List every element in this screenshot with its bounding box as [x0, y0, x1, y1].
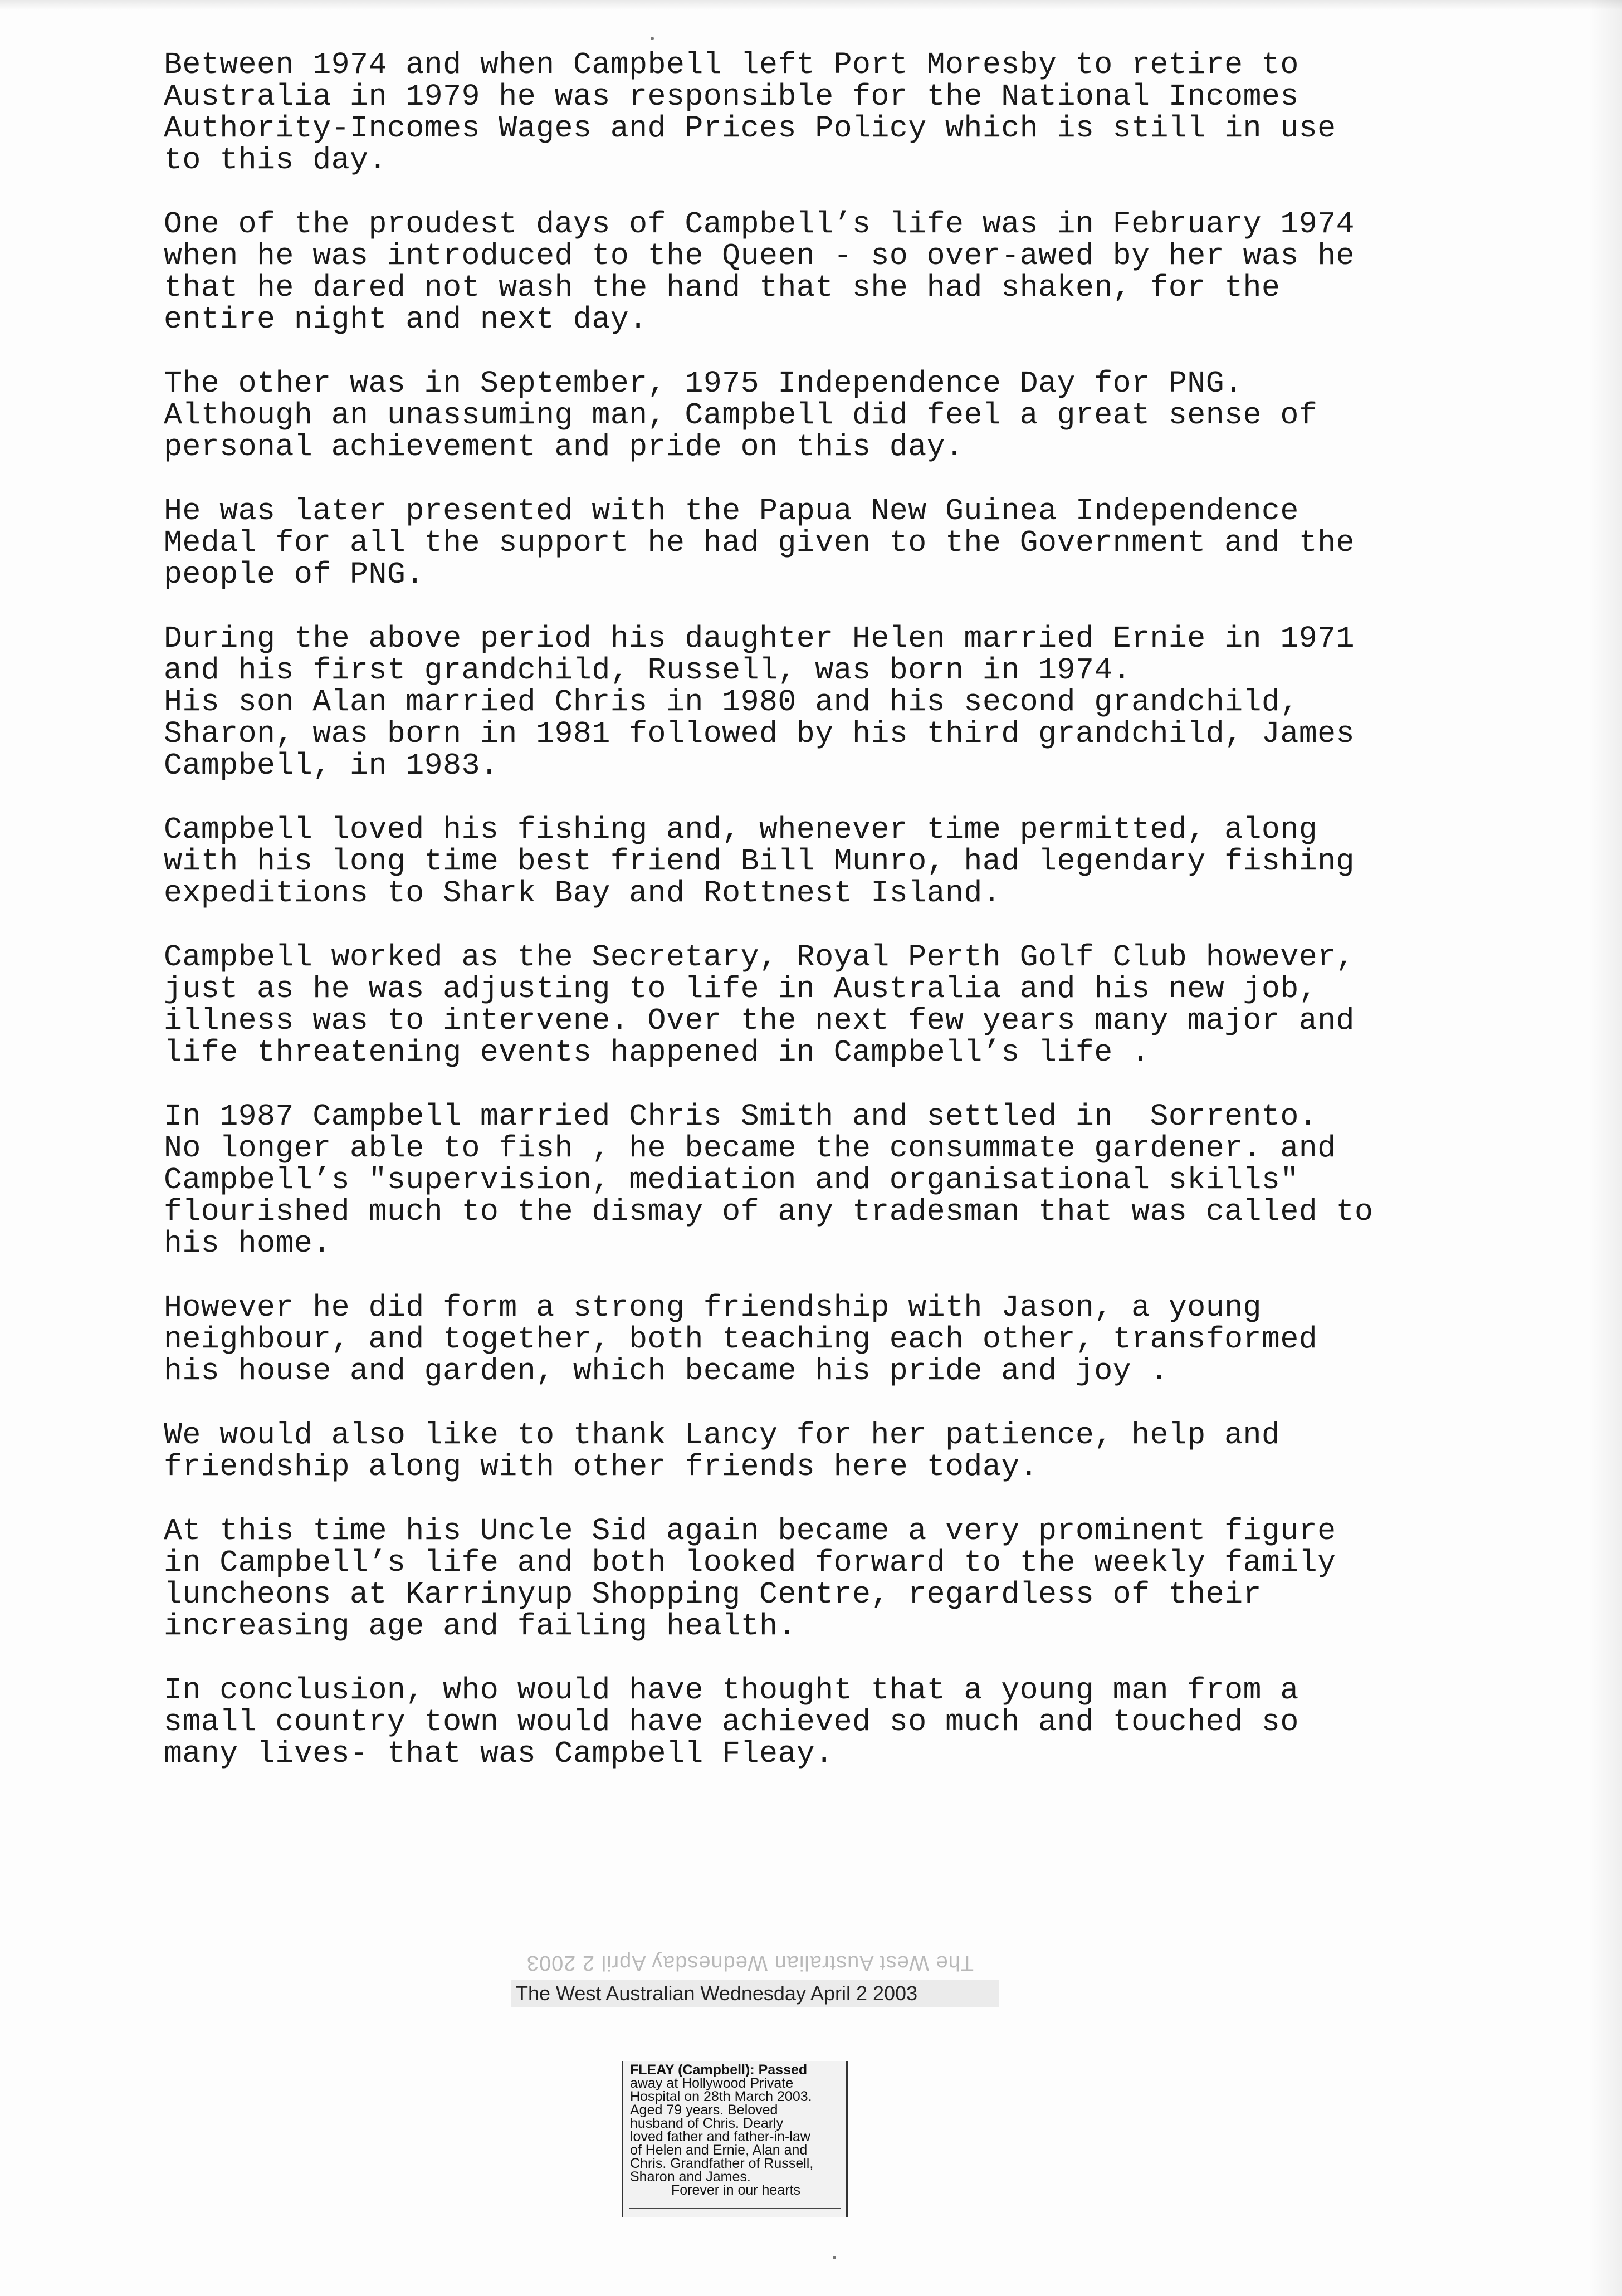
text-line: with his long time best friend Bill Munro, had legendary fishing	[164, 844, 1355, 879]
text-line: At this time his Uncle Sid again became a very prominent figure	[164, 1513, 1336, 1548]
text-line: entire night and next day.	[164, 302, 648, 337]
text-line: to this day.	[164, 143, 387, 178]
notice-line: FLEAY (Campbell): Passed	[630, 2062, 808, 2078]
text-line: small country town would have achieved so much and touched so	[164, 1704, 1299, 1740]
paragraph	[164, 1292, 1501, 1387]
eulogy-body	[164, 49, 1501, 1802]
text-line: In conclusion, who would have thought that a young man from a	[164, 1673, 1299, 1708]
paragraph	[164, 814, 1501, 909]
text-line: In 1987 Campbell married Chris Smith and settled in Sorrento.	[164, 1099, 1318, 1134]
notice-line: Chris. Grandfather of Russell,	[630, 2156, 814, 2171]
text-line: He was later presented with the Papua New Guinea Independence	[164, 494, 1299, 529]
notice-line: Aged 79 years. Beloved	[630, 2102, 778, 2118]
paragraph	[164, 1674, 1501, 1770]
text-line: when he was introduced to the Queen - so over-awed by her was he	[164, 238, 1355, 273]
text-line: The other was in September, 1975 Independence Day for PNG.	[164, 366, 1243, 401]
text-line: his house and garden, which became his pride and joy .	[164, 1354, 1169, 1389]
text-line: One of the proudest days of Campbell’s life was in February 1974	[164, 207, 1355, 242]
text-line: Although an unassuming man, Campbell did feel a great sense of	[164, 398, 1318, 433]
notice-line: loved father and father-in-law	[630, 2129, 810, 2144]
text-line: people of PNG.	[164, 557, 424, 592]
paragraph	[164, 941, 1501, 1068]
text-line: Australia in 1979 he was responsible for the National Incomes	[164, 79, 1299, 114]
text-line: His son Alan married Chris in 1980 and his second grandchild,	[164, 685, 1299, 720]
notice-footer: Forever in our hearts	[671, 2182, 801, 2198]
text-line: During the above period his daughter Helen married Ernie in 1971	[164, 621, 1355, 656]
paragraph	[164, 368, 1501, 463]
paragraph	[164, 1419, 1501, 1483]
text-line: his home.	[164, 1226, 331, 1261]
text-line: Authority-Incomes Wages and Prices Policy which is still in use	[164, 111, 1336, 146]
text-line: Campbell worked as the Secretary, Royal Perth Golf Club however,	[164, 940, 1355, 975]
text-line: and his first grandchild, Russell, was born in 1974.	[164, 653, 1132, 688]
notice-line: of Helen and Ernie, Alan and	[630, 2142, 808, 2158]
text-line: We would also like to thank Lancy for her patience, help and	[164, 1418, 1281, 1453]
text-line: illness was to intervene. Over the next few years many major and	[164, 1003, 1355, 1038]
text-line: flourished much to the dismay of any tradesman that was called to	[164, 1194, 1374, 1229]
paragraph	[164, 208, 1501, 335]
scan-speck	[651, 37, 654, 40]
text-line: Sharon, was born in 1981 followed by his third grandchild, James	[164, 716, 1355, 751]
text-line: just as he was adjusting to life in Australia and his new job,	[164, 971, 1318, 1007]
notice-line: Sharon and James.	[630, 2169, 751, 2185]
text-line: However he did form a strong friendship with Jason, a young	[164, 1290, 1262, 1325]
scan-edge-shadow	[1589, 0, 1622, 2296]
text-line: neighbour, and together, both teaching each other, transformed	[164, 1322, 1318, 1357]
paragraph	[164, 49, 1501, 176]
text-line: Campbell loved his fishing and, whenever time permitted, along	[164, 812, 1318, 847]
death-notice-text	[630, 2063, 842, 2197]
paragraph	[164, 495, 1501, 590]
text-line: luncheons at Karrinyup Shopping Centre, regardless of their	[164, 1577, 1262, 1612]
clipping-rule	[629, 2208, 841, 2209]
text-line: in Campbell’s life and both looked forward to the weekly family	[164, 1545, 1336, 1580]
text-line: Campbell, in 1983.	[164, 748, 499, 783]
text-line: life threatening events happened in Campbell’s life .	[164, 1035, 1150, 1070]
text-line: increasing age and failing health.	[164, 1609, 797, 1644]
text-line: personal achievement and pride on this day.	[164, 429, 964, 465]
text-line: expeditions to Shark Bay and Rottnest Island.	[164, 876, 1001, 911]
scan-speck	[833, 2256, 836, 2259]
text-line: Between 1974 and when Campbell left Port Moresby to retire to	[164, 47, 1299, 82]
text-line: many lives- that was Campbell Fleay.	[164, 1736, 834, 1771]
text-line: that he dared not wash the hand that she had shaken, for the	[164, 270, 1281, 305]
scan-top-shadow	[0, 0, 1622, 10]
text-line: Campbell’s "supervision, mediation and organisational skills"	[164, 1162, 1299, 1198]
text-line: No longer able to fish , he became the consummate gardener. and	[164, 1131, 1336, 1166]
text-line: Medal for all the support he had given to the Government and the	[164, 525, 1355, 560]
notice-line: Hospital on 28th March 2003.	[630, 2089, 812, 2104]
notice-line: husband of Chris. Dearly	[630, 2116, 784, 2131]
bleed-through-text: The West Australian Wednesday April 2 2003	[526, 1951, 974, 1975]
newspaper-header: The West Australian Wednesday April 2 2003	[511, 1980, 999, 2007]
paragraph	[164, 1101, 1501, 1259]
notice-line: away at Hollywood Private	[630, 2075, 794, 2091]
paragraph	[164, 1515, 1501, 1642]
text-line: friendship along with other friends here today.	[164, 1449, 1039, 1484]
death-notice-clipping	[622, 2061, 848, 2217]
paragraph	[164, 623, 1501, 781]
